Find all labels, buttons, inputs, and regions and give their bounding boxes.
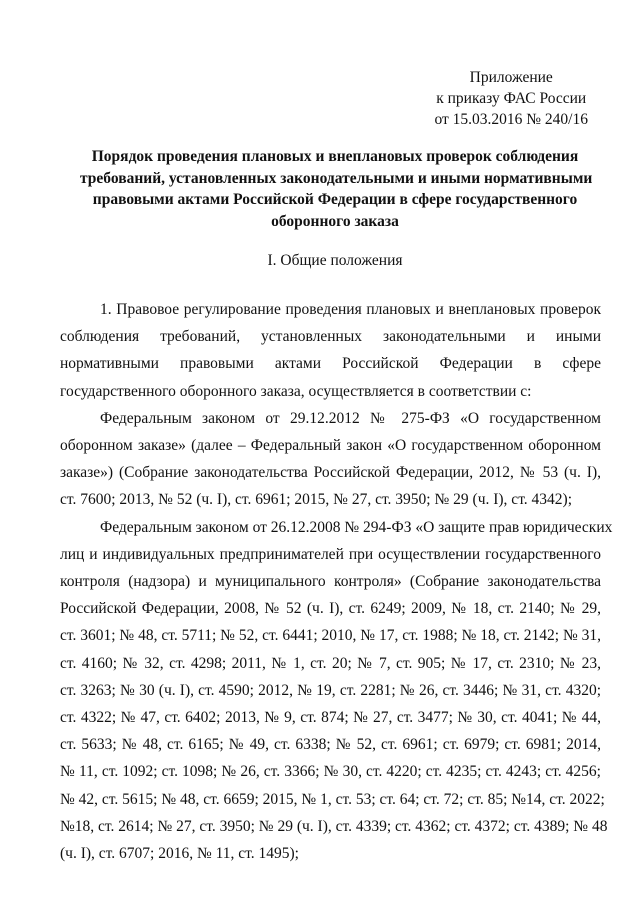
- appendix-order-date: от 15.03.2016 № 240/16: [434, 111, 588, 128]
- text-line: ст. 3601; № 48, ст. 5711; № 52, ст. 6441; 2010, № 17, ст. 1988; № 18, ст. 2142; № 31,: [60, 627, 601, 645]
- document-title: [80, 146, 593, 232]
- text-line: №18, ст. 2614; № 27, ст. 3950; № 29 (ч. I), ст. 4339; ст. 4362; ст. 4372; ст. 4389; № 48: [60, 817, 608, 835]
- paragraph-3: [60, 514, 613, 868]
- text-line: соблюдения требований, установленных законодательными и иными: [60, 328, 601, 346]
- text-line: № 11, ст. 1092; ст. 1098; № 26, ст. 3366; № 30, ст. 4220; ст. 4235; ст. 4243; ст. 4256;: [60, 763, 601, 781]
- text-line: контроля (надзора) и муниципального контроля» (Собрание законодательства: [60, 573, 601, 591]
- section-heading: I. Общие положения: [267, 252, 403, 269]
- appendix-label: Приложение: [469, 69, 553, 86]
- text-line: ст. 4160; № 32, ст. 4298; 2011, № 1, ст. 20; № 7, ст. 905; № 17, ст. 2310; № 23,: [60, 654, 601, 672]
- title-line: требований, установленных законодательными и иными нормативными: [80, 169, 593, 187]
- text-line: Федеральным законом от 26.12.2008 № 294-ФЗ «О защите прав юридических: [100, 518, 613, 536]
- text-line: государственного оборонного заказа, осуществляется в соответствии с:: [60, 382, 532, 400]
- appendix-block: [434, 67, 588, 130]
- text-line: (ч. I), ст. 6707; 2016, № 11, ст. 1495);: [60, 845, 299, 863]
- appendix-order-ref: к приказу ФАС России: [436, 90, 587, 107]
- paragraph-1: [60, 296, 601, 405]
- text-line: ст. 3263; № 30 (ч. I), ст. 4590; 2012, № 19, ст. 2281; № 26, ст. 3446; № 31, ст. 4320;: [60, 681, 601, 699]
- text-line: лиц и индивидуальных предпринимателей при осуществлении государственного: [60, 545, 601, 563]
- text-line: заказе») (Собрание законодательства Российской Федерации, 2012, № 53 (ч. I),: [60, 464, 601, 482]
- text-line: 1. Правовое регулирование проведения плановых и внеплановых проверок: [100, 301, 601, 318]
- text-line: № 42, ст. 5615; № 48, ст. 6659; 2015, № 1, ст. 53; ст. 64; ст. 72; ст. 85; №14, ст. 2022;: [60, 790, 605, 808]
- text-line: Российской Федерации, 2008, № 52 (ч. I), ст. 6249; 2009, № 18, ст. 2140; № 29,: [60, 600, 601, 618]
- title-line: правовыми актами Российской Федерации в сфере государственного: [92, 191, 578, 208]
- document-body: [60, 296, 613, 867]
- text-line: ст. 7600; 2013, № 52 (ч. I), ст. 6961; 2015, № 27, ст. 3950; № 29 (ч. I), ст. 4342);: [60, 491, 573, 509]
- title-line: оборонного заказа: [271, 212, 399, 230]
- text-line: ст. 4322; № 47, ст. 6402; 2013, № 9, ст. 874; № 27, ст. 3477; № 30, ст. 4041; № 44,: [60, 709, 601, 727]
- text-line: ст. 5633; № 48, ст. 6165; № 49, ст. 6338; № 52, ст. 6961; ст. 6979; ст. 6981; 2014,: [60, 736, 601, 754]
- title-line: Порядок проведения плановых и внеплановых проверок соблюдения: [91, 148, 579, 165]
- text-line: Федеральным законом от 29.12.2012 № 275-ФЗ «О государственном: [100, 409, 601, 427]
- paragraph-2: [60, 405, 601, 514]
- text-line: оборонном заказе» (далее – Федеральный закон «О государственном оборонном: [60, 437, 601, 455]
- text-line: нормативными правовыми актами Российской Федерации в сфере: [60, 355, 601, 373]
